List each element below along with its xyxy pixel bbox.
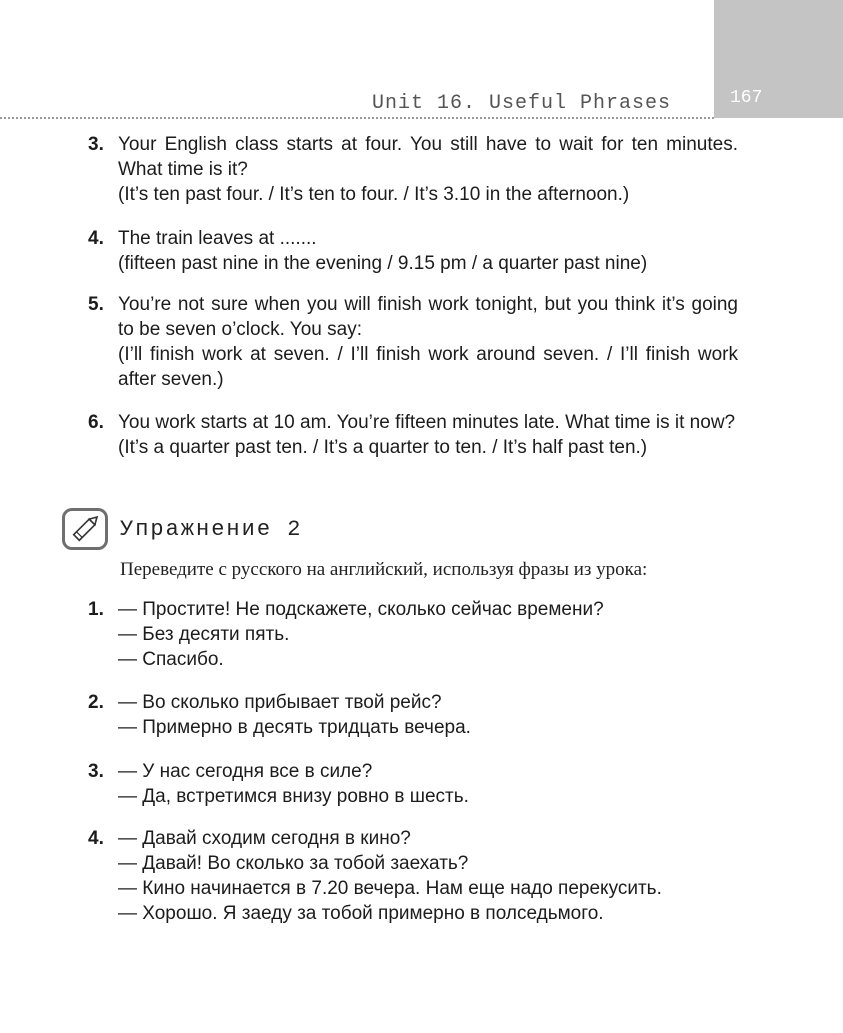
item-question: The train leaves at ....... [118, 228, 317, 249]
item-options: (It’s a quarter past ten. / It’s a quarter to ten. / It’s half past ten.) [118, 437, 648, 458]
header-divider [0, 117, 714, 119]
item-number: 5. [88, 294, 104, 315]
exercise-title: Упражнение 2 [120, 517, 303, 542]
item-number: 3. [88, 134, 104, 155]
item-number: 1. [88, 599, 104, 620]
dialogue-line: — Примерно в десять тридцать вечера. [118, 717, 471, 738]
pencil-icon [62, 508, 108, 550]
list-item [88, 826, 738, 926]
dialogue-line: — Да, встретимся внизу ровно в шесть. [118, 786, 469, 807]
list-item [88, 410, 738, 460]
item-number: 4. [88, 228, 104, 249]
item-number: 4. [88, 828, 104, 849]
item-number: 6. [88, 412, 104, 433]
item-options: (fifteen past nine in the evening / 9.15 pm / a quarter past nine) [118, 253, 648, 274]
dialogue-line: — Без десяти пять. [118, 624, 290, 645]
dialogue-line: — Кино начинается в 7.20 вечера. Нам еще надо перекусить. [118, 878, 662, 899]
item-question: You work starts at 10 am. You’re fifteen minutes late. What time is it now? [118, 412, 736, 433]
list-item [88, 597, 738, 672]
page-number: 167 [730, 88, 763, 108]
running-header: Unit 16. Useful Phrases [372, 92, 672, 115]
list-item [88, 759, 738, 809]
dialogue-line: — Спасибо. [118, 649, 224, 670]
exercise-instruction: Переведите с русского на английский, используя фразы из урока: [120, 559, 648, 580]
list-item [88, 292, 738, 392]
dialogue-line: — У нас сегодня все в силе? [118, 761, 373, 782]
dialogue-line: — Простите! Не подскажете, сколько сейчас времени? [118, 599, 604, 620]
item-number: 3. [88, 761, 104, 782]
dialogue-line: — Во сколько прибывает твой рейс? [118, 692, 442, 713]
item-question: Your English class starts at four. You still have to wait for ten minutes. What time is it? [118, 134, 738, 180]
dialogue-line: — Давай! Во сколько за тобой заехать? [118, 853, 469, 874]
dialogue-line: — Давай сходим сегодня в кино? [118, 828, 411, 849]
list-item [88, 226, 738, 276]
list-item [88, 132, 738, 207]
item-options: (It’s ten past four. / It’s ten to four. / It’s 3.10 in the afternoon.) [118, 184, 630, 205]
item-options: (I’ll finish work at seven. / I’ll finish work around seven. / I’ll finish work after seven.) [118, 344, 738, 390]
item-number: 2. [88, 692, 104, 713]
dialogue-line: — Хорошо. Я заеду за тобой примерно в полседьмого. [118, 903, 604, 924]
item-question: You’re not sure when you will finish work tonight, but you think it’s going to be seven o’clock. You say: [118, 294, 738, 340]
list-item [88, 690, 738, 740]
